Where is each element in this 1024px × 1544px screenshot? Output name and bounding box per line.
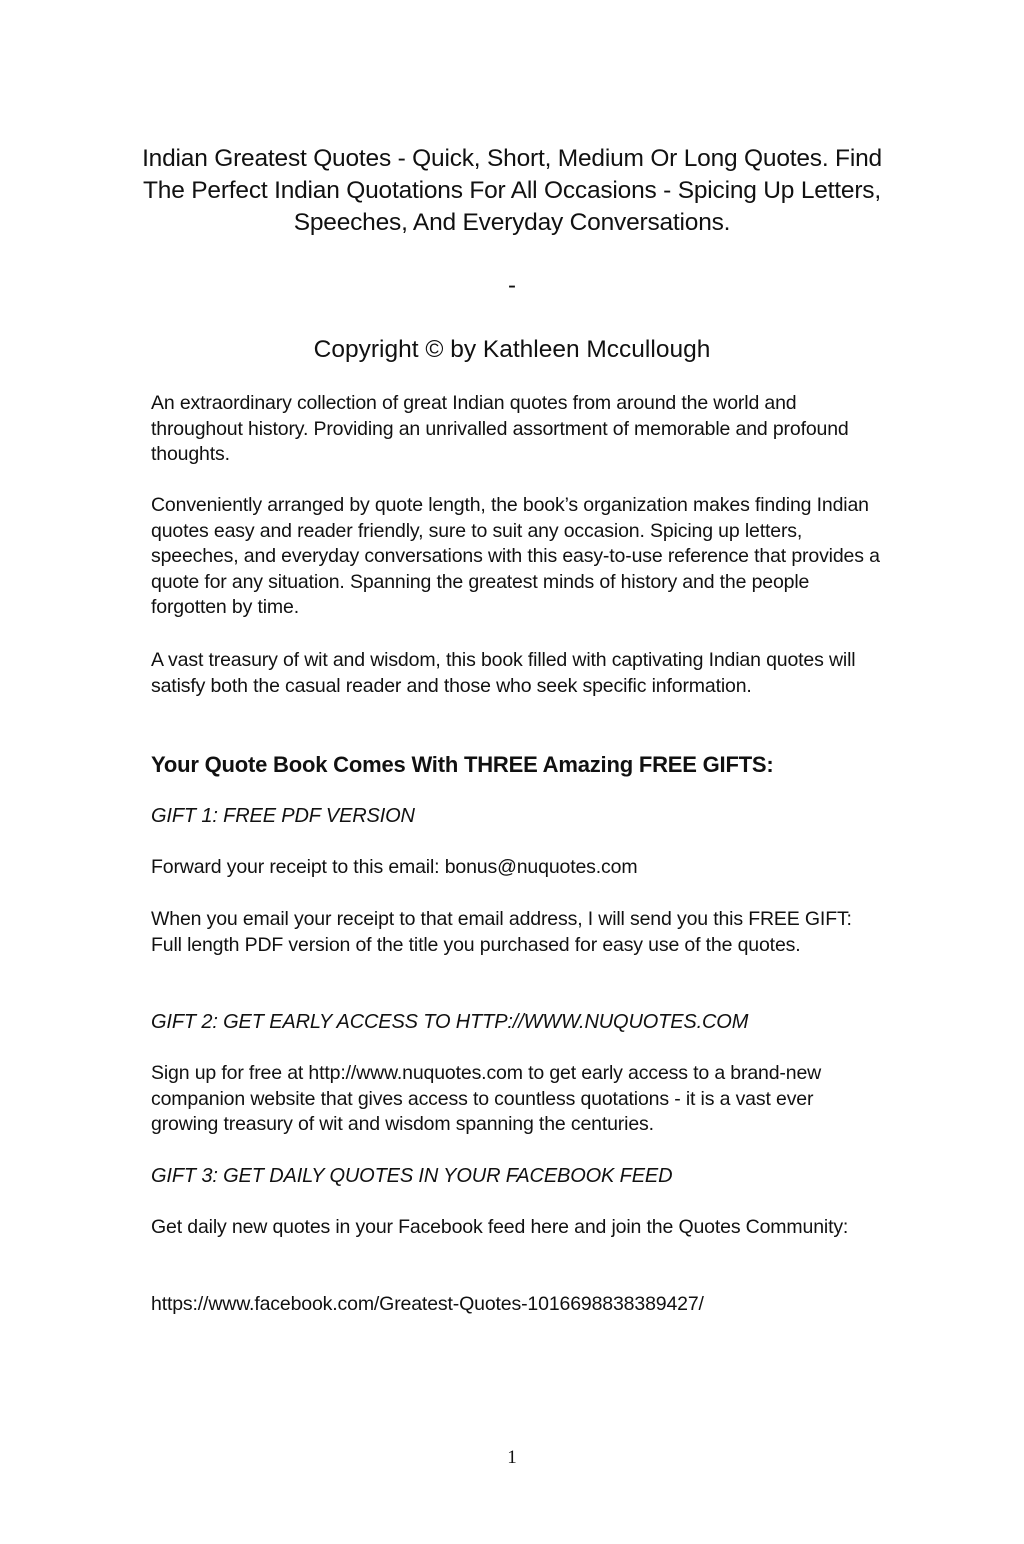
- intro-paragraph-2: Conveniently arranged by quote length, the book’s organization makes finding Indian quotes easy and reader friendly, sure to suit any occasion. Spicing up letters, speeches, and everyday conversations with this easy-to-use reference that provides a quote for any situation. Spanning the greatest minds of history and the people forgotten by time.: [151, 494, 880, 618]
- book-title: Indian Greatest Quotes - Quick, Short, Medium Or Long Quotes. Find The Perfect Indian Quotations For All Occasions - Spicing Up Letters, Speeches, And Everyday Conversations.: [142, 145, 882, 236]
- gift-1-email-line: Forward your receipt to this email: bonus@nuquotes.com: [151, 856, 638, 878]
- copyright-line: Copyright © by Kathleen Mccullough: [313, 336, 711, 363]
- page-number: 1: [507, 1447, 517, 1468]
- facebook-url: https://www.facebook.com/Greatest-Quotes-1016698838389427/: [151, 1293, 704, 1315]
- intro-paragraph-1: An extraordinary collection of great Indian quotes from around the world and throughout history. Providing an unrivalled assortment of memorable and profound thoughts.: [151, 392, 849, 465]
- gifts-heading: Your Quote Book Comes With THREE Amazing FREE GIFTS:: [151, 752, 774, 777]
- gift-1-description: When you email your receipt to that email address, I will send you this FREE GIFT: Full length PDF version of the title you purchased for easy use of the quotes.: [151, 908, 852, 956]
- gift-1-title: GIFT 1: FREE PDF VERSION: [151, 805, 415, 827]
- gift-3-title: GIFT 3: GET DAILY QUOTES IN YOUR FACEBOOK FEED: [151, 1165, 673, 1187]
- intro-paragraph-3: A vast treasury of wit and wisdom, this book filled with captivating Indian quotes will satisfy both the casual reader and those who seek specific information.: [151, 649, 856, 697]
- separator-dash: -: [508, 272, 516, 299]
- gift-3-description: Get daily new quotes in your Facebook feed here and join the Quotes Community:: [151, 1216, 849, 1238]
- gift-2-title: GIFT 2: GET EARLY ACCESS TO HTTP://WWW.NUQUOTES.COM: [151, 1011, 749, 1033]
- gift-2-description: Sign up for free at http://www.nuquotes.com to get early access to a brand-new companion website that gives access to countless quotations - it is a vast ever growing treasury of wit and wisdom spanning the centuries.: [151, 1062, 822, 1135]
